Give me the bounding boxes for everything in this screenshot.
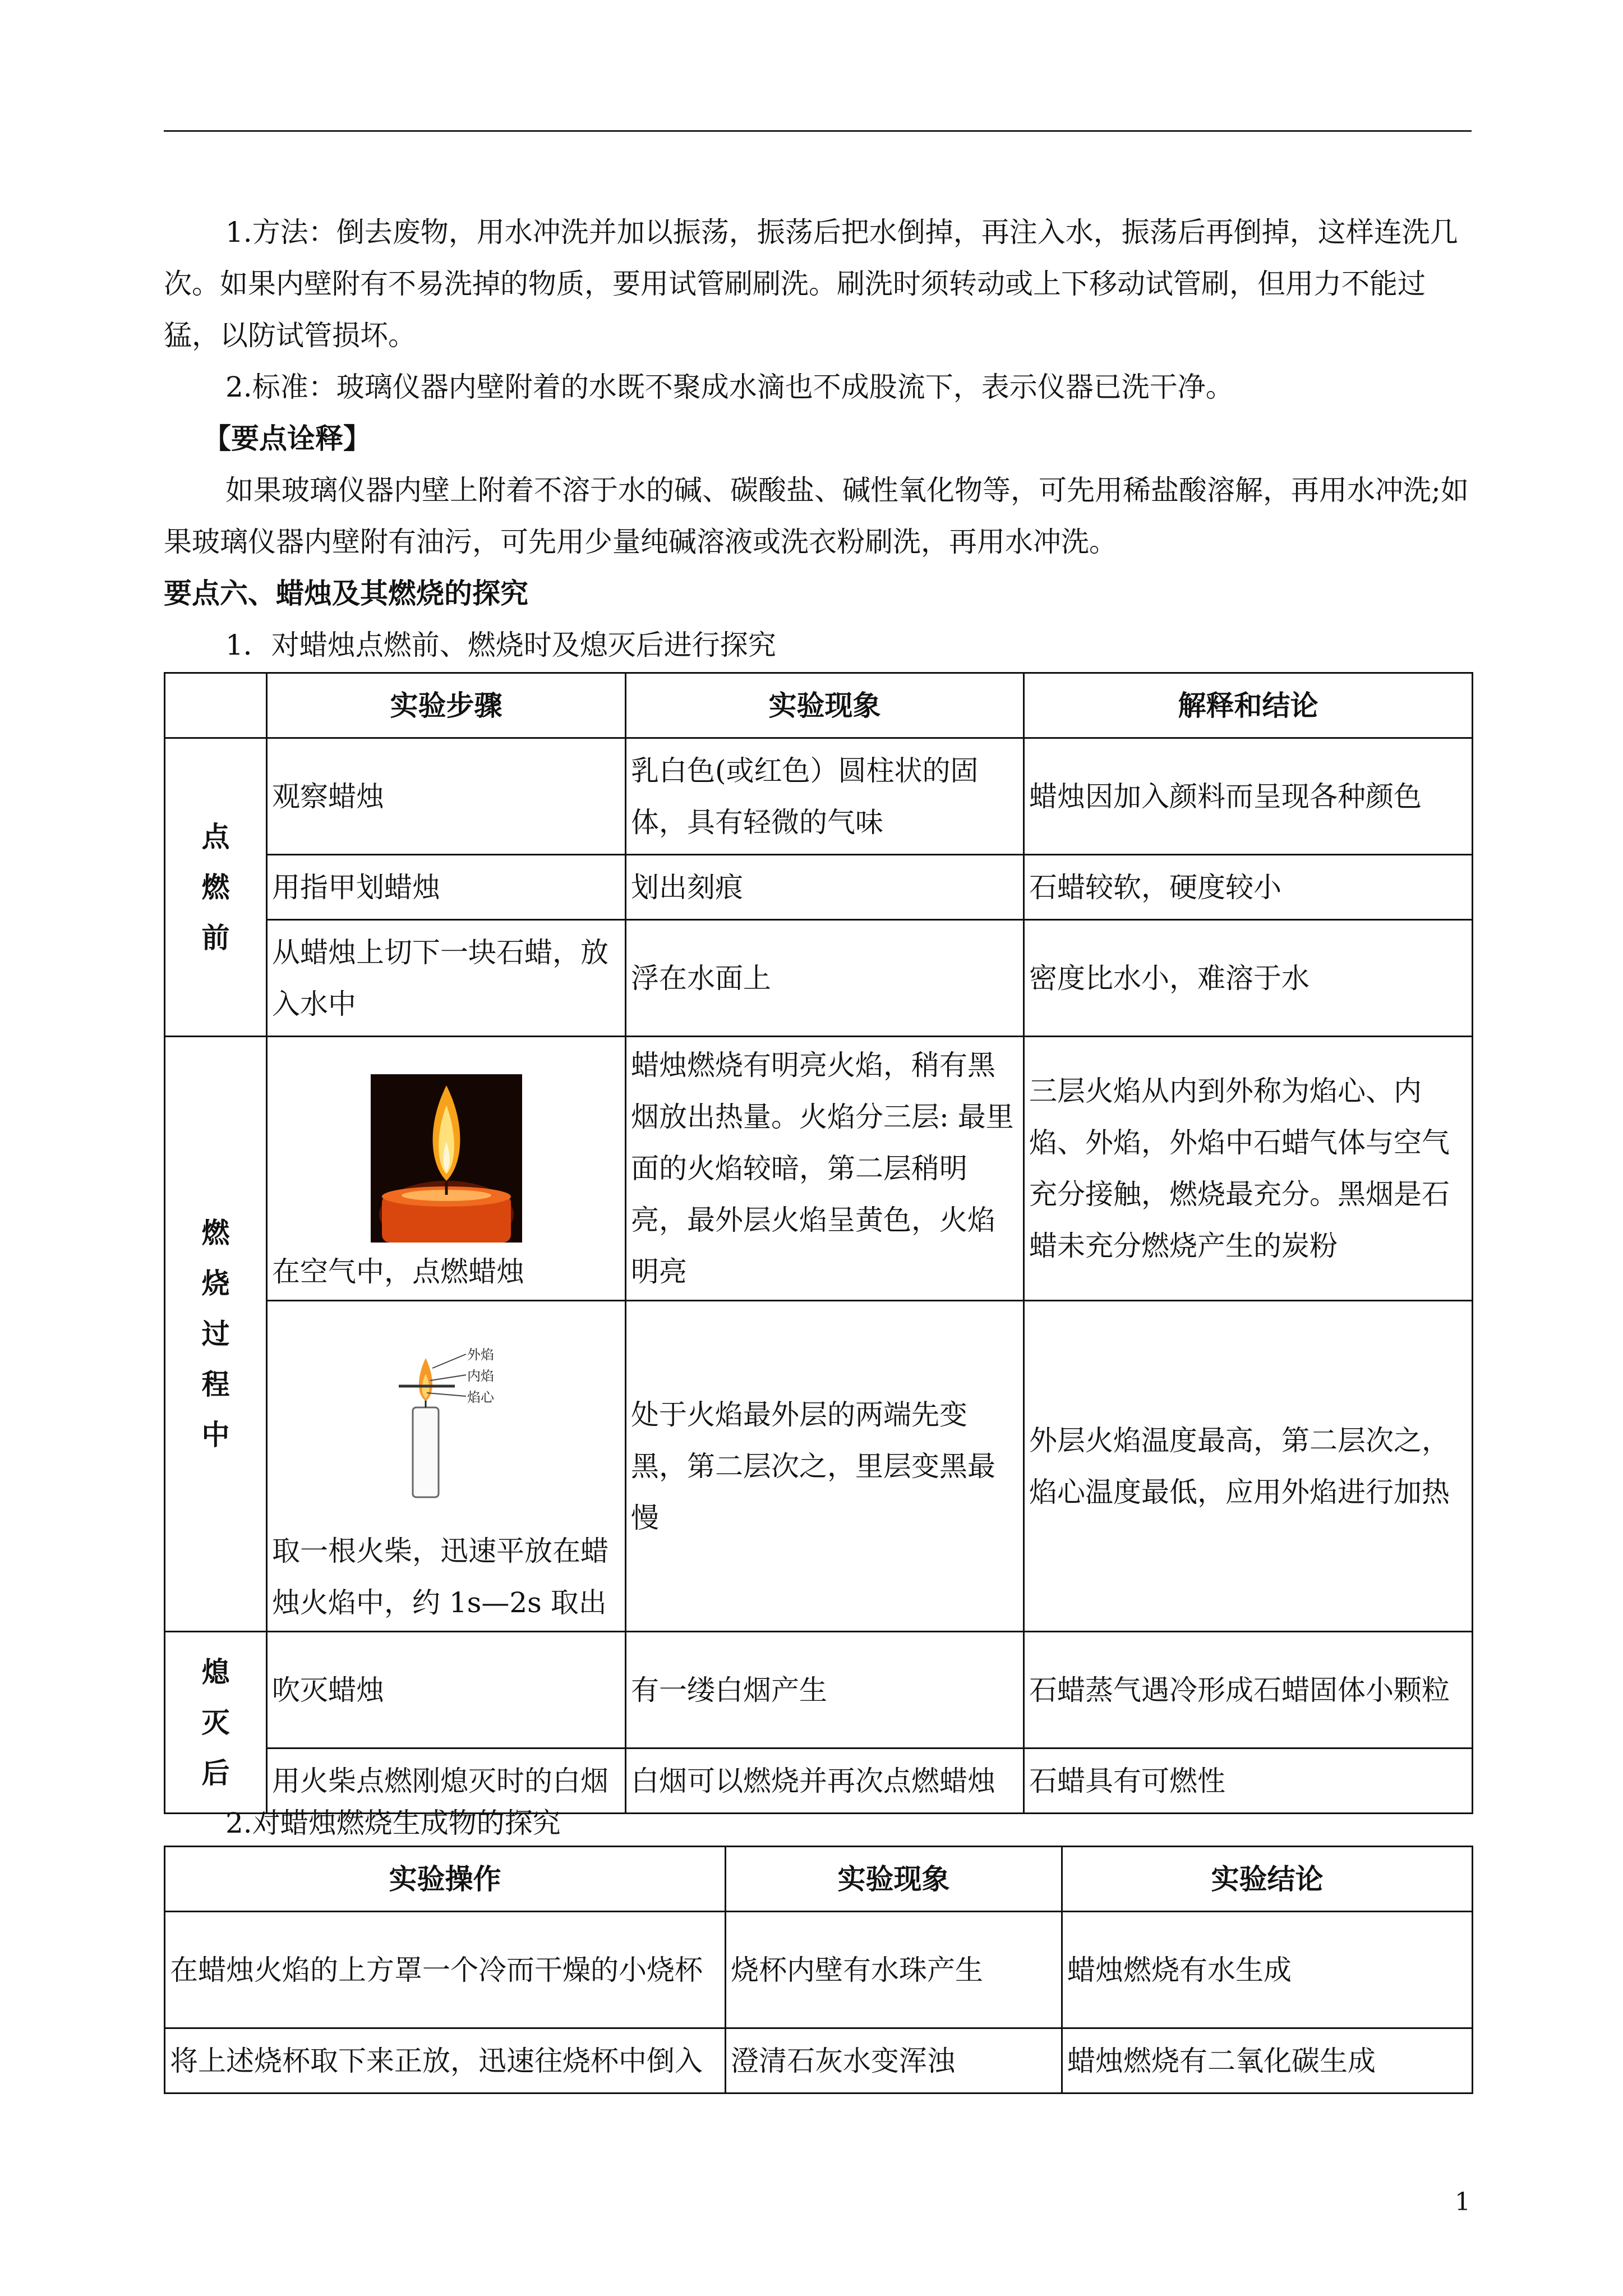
note-paragraph: 如果玻璃仪器内壁上附着不溶于水的碱、碳酸盐、碱性氧化物等，可先用稀盐酸溶解，再用水冲洗;如果玻璃仪器内壁附有油污，可先用少量纯碱溶液或洗衣粉刷洗，再用水冲洗。 [164,474,1469,558]
table-header-row [165,673,1473,738]
table-header-row [165,1847,1473,1912]
candle-exploration-table [164,672,1473,1814]
label-flame-core: 焰心 [467,1389,494,1405]
group-label-before-lighting: 点 燃 前 [165,738,267,1037]
subheading-1: 1．对蜡烛点燃前、燃烧时及熄灭后进行探究 [225,629,776,661]
table-cell: 三层火焰从内到外称为焰心、内焰、外焰，外焰中石蜡气体与空气充分接触，燃烧最充分。黑烟是石蜡未充分燃烧产生的炭粉 [1024,1037,1473,1301]
table-cell: 蜡烛燃烧有明亮火焰，稍有黑烟放出热量。火焰分三层: 最里面的火焰较暗，第二层稍明亮，最外层火焰呈黄色，火焰明亮 [626,1037,1024,1301]
label-inner-flame: 内焰 [467,1368,494,1384]
header-cell: 实验现象 [726,1847,1062,1912]
table-row [165,855,1473,920]
table-row [165,2028,1473,2093]
table-row [165,1037,1473,1301]
table-cell: 将上述烧杯取下来正放，迅速往烧杯中倒入 [165,2028,726,2093]
table-cell: 取一根火柴，迅速平放在蜡烛火焰中，约 1s—2s 取出 [272,1535,608,1619]
table-cell: 从蜡烛上切下一块石蜡，放入水中 [267,920,626,1037]
table-cell: 白烟可以燃烧并再次点燃蜡烛 [626,1749,1024,1814]
method-paragraph: 1.方法：倒去废物，用水冲洗并加以振荡，振荡后把水倒掉，再注入水，振荡后再倒掉，这样连洗几次。如果内壁附有不易洗掉的物质，要用试管刷刷洗。刷洗时须转动或上下移动试管刷，但用力不能过猛，以防试管损坏。 [164,216,1458,352]
header-cell: 实验结论 [1062,1847,1473,1912]
table-cell: 用火柴点燃刚熄灭时的白烟 [267,1749,626,1814]
flame-layers-diagram [382,1335,511,1503]
candle-flame-photo [371,1074,522,1243]
table-cell: 在蜡烛火焰的上方罩一个冷而干燥的小烧杯 [165,1912,726,2028]
table-row [165,920,1473,1037]
standard-paragraph: 2.标准：玻璃仪器内壁附着的水既不聚成水滴也不成股流下，表示仪器已洗干净。 [225,371,1234,403]
table-cell: 蜡烛燃烧有水生成 [1062,1912,1473,2028]
table-cell: 蜡烛燃烧有二氧化碳生成 [1062,2028,1473,2093]
table-cell: 蜡烛因加入颜料而呈现各种颜色 [1024,738,1473,855]
header-cell: 解释和结论 [1024,673,1473,738]
note-title: 【要点诠释】 [203,422,371,455]
table-cell: 石蜡具有可燃性 [1024,1749,1473,1814]
header-cell: 实验操作 [165,1847,726,1912]
table-cell: 石蜡蒸气遇冷形成石蜡固体小颗粒 [1024,1632,1473,1749]
table-cell: 在空气中，点燃蜡烛 [272,1255,524,1288]
header-cell: 实验步骤 [267,673,626,738]
header-rule [164,130,1472,132]
table-cell: 观察蜡烛 [267,738,626,855]
header-cell: 实验现象 [626,673,1024,738]
table-cell: 处于火焰最外层的两端先变黑，第二层次之，里层变黑最慢 [626,1301,1024,1632]
group-label-during-burning: 燃 烧 过 程 中 [165,1037,267,1632]
table-cell: 划出刻痕 [626,855,1024,920]
combustion-products-table [164,1846,1473,2094]
table-cell: 澄清石灰水变浑浊 [726,2028,1062,2093]
table-cell: 有一缕白烟产生 [626,1632,1024,1749]
table-cell: 石蜡较软，硬度较小 [1024,855,1473,920]
label-outer-flame: 外焰 [467,1347,494,1363]
section-heading: 要点六、蜡烛及其燃烧的探究 [164,577,528,610]
table-cell: 外层火焰温度最高，第二层次之，焰心温度最低，应用外焰进行加热 [1024,1301,1473,1632]
table-cell: 浮在水面上 [626,920,1024,1037]
table-row [165,1912,1473,2028]
table-cell: 密度比水小，难溶于水 [1024,920,1473,1037]
table-cell: 乳白色(或红色）圆柱状的固体，具有轻微的气味 [626,738,1024,855]
table-cell: 烧杯内壁有水珠产生 [726,1912,1062,2028]
table-row [165,1632,1473,1749]
table-row [165,738,1473,855]
page-number: 1 [1455,2188,1470,2216]
header-cell [165,673,267,738]
table-cell: 吹灭蜡烛 [267,1632,626,1749]
table-cell: 用指甲划蜡烛 [267,855,626,920]
subheading-2: 2.对蜡烛燃烧生成物的探究 [225,1807,561,1839]
table-row [165,1301,1473,1632]
group-label-after-extinguishing: 熄 灭 后 [165,1632,267,1814]
